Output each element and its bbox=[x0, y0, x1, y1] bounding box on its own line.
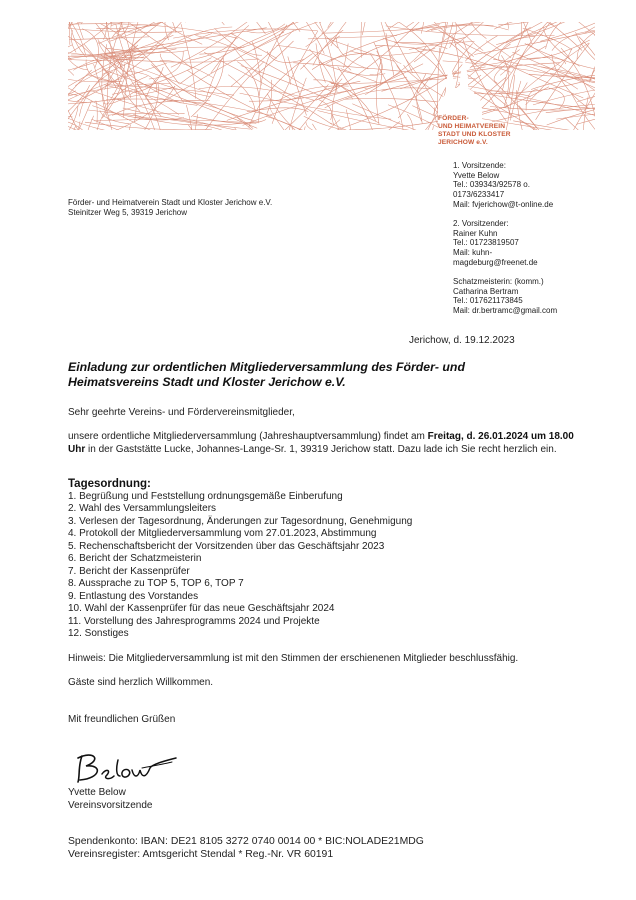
salutation: Sehr geehrte Vereins- und Fördervereinsmitglieder, bbox=[68, 407, 295, 418]
chair2-role: 2. Vorsitzender: bbox=[453, 219, 509, 229]
quorum-note: Hinweis: Die Mitgliederversammlung ist mit den Stimmen der erschienenen Mitglieder beschlussfähig. bbox=[68, 653, 519, 664]
agenda-item: 5. Rechenschaftsbericht der Vorsitzenden über das Geschäftsjahr 2023 bbox=[68, 540, 385, 552]
chair1-name: Yvette Below bbox=[453, 170, 500, 180]
banner-line bbox=[467, 22, 487, 39]
agenda-heading: Tagesordnung: bbox=[68, 478, 151, 490]
letter-title bbox=[68, 360, 588, 390]
banner-line bbox=[240, 93, 392, 119]
agenda-item: 10. Wahl der Kassenprüfer für das neue Geschäftsjahr 2024 bbox=[68, 603, 335, 615]
banner-line bbox=[486, 41, 511, 58]
banner-line bbox=[403, 114, 413, 130]
chair2-phone: Tel.: 01723819507 bbox=[453, 238, 519, 248]
chair1-contact bbox=[453, 161, 603, 210]
title-line-2: Heimatsvereins Stadt und Kloster Jerichow e.V. bbox=[68, 375, 346, 389]
banner-line bbox=[322, 22, 484, 33]
banner-line bbox=[160, 60, 214, 77]
agenda-list bbox=[68, 491, 412, 640]
banner-line bbox=[108, 85, 234, 95]
banner-line bbox=[313, 22, 338, 48]
logo-line: UND HEIMATVEREIN bbox=[438, 123, 506, 130]
meeting-datetime: Freitag, d. 26.01.2024 um 18.00 Uhr bbox=[68, 431, 574, 455]
banner-texture bbox=[68, 22, 595, 130]
banner-line bbox=[306, 22, 338, 92]
chair2-email-2: magdeburg@freenet.de bbox=[453, 257, 538, 267]
treasurer-role: Schatzmeisterin: (komm.) bbox=[453, 277, 544, 287]
banner-line bbox=[494, 22, 571, 29]
agenda-item: 8. Aussprache zu TOP 5, TOP 6, TOP 7 bbox=[68, 578, 244, 590]
agenda-item: 3. Verlesen der Tagesordnung, Änderungen zur Tagesordnung, Genehmigung bbox=[68, 515, 413, 527]
banner-line bbox=[544, 27, 580, 66]
banner-line bbox=[243, 85, 372, 125]
banner-line bbox=[68, 22, 136, 45]
closing-greeting: Mit freundlichen Grüßen bbox=[68, 714, 176, 725]
organization-logo-text bbox=[438, 115, 588, 147]
intro-paragraph bbox=[68, 431, 583, 456]
header-banner bbox=[68, 22, 595, 130]
title-line-1: Einladung zur ordentlichen Mitgliederversammlung des Förder- und bbox=[68, 360, 465, 374]
banner-line bbox=[320, 22, 340, 23]
treasurer-phone: Tel.: 017621173845 bbox=[453, 296, 523, 306]
banner-line bbox=[390, 55, 423, 123]
banner-line bbox=[185, 105, 194, 130]
letter-footer bbox=[68, 836, 424, 862]
signer-name: Yvette Below bbox=[68, 787, 126, 798]
treasurer-contact bbox=[453, 277, 603, 316]
banner-line bbox=[306, 22, 345, 47]
agenda-item: 9. Entlastung des Vorstandes bbox=[68, 590, 199, 602]
letter-date: Jerichow, d. 19.12.2023 bbox=[409, 335, 515, 346]
treasurer-email: Mail: dr.bertramc@gmail.com bbox=[453, 306, 558, 316]
banner-line bbox=[334, 122, 400, 131]
agenda-item: 7. Bericht der Kassenprüfer bbox=[68, 565, 190, 577]
agenda-item: 6. Bericht der Schatzmeisterin bbox=[68, 553, 202, 565]
banner-line bbox=[110, 22, 249, 23]
chair1-role: 1. Vorsitzende: bbox=[453, 161, 506, 170]
guests-note: Gäste sind herzlich Willkommen. bbox=[68, 677, 214, 688]
register-details: Vereinsregister: Amtsgericht Stendal * Reg.-Nr. VR 60191 bbox=[68, 848, 334, 860]
banner-line bbox=[341, 69, 377, 82]
banner-line bbox=[199, 22, 294, 54]
agenda-item: 4. Protokoll der Mitgliederversammlung vom 27.01.2023, Abstimmung bbox=[68, 528, 377, 540]
logo-line: FÖRDER- bbox=[438, 115, 469, 122]
chair2-email: Mail: kuhn- bbox=[453, 248, 493, 258]
chair1-email: Mail: fvjerichow@t-online.de bbox=[453, 199, 554, 209]
banner-line bbox=[94, 76, 147, 130]
banner-line bbox=[277, 45, 352, 70]
agenda-item: 2. Wahl des Versammlungsleiters bbox=[68, 503, 217, 515]
treasurer-name: Catharina Bertram bbox=[453, 286, 519, 296]
banner-line bbox=[196, 35, 305, 85]
logo-line: STADT UND KLOSTER bbox=[438, 131, 511, 138]
signer-role: Vereinsvorsitzende bbox=[68, 800, 153, 811]
agenda-item: 11. Vorstellung des Jahresprogramms 2024 und Projekte bbox=[68, 615, 320, 627]
agenda-item: 1. Begrüßung und Feststellung ordnungsgemäße Einberufung bbox=[68, 491, 343, 502]
banner-line bbox=[111, 22, 223, 26]
banner-line bbox=[413, 22, 424, 34]
banner-line bbox=[68, 22, 74, 75]
sender-line-1: Förder- und Heimatverein Stadt und Kloster Jerichow e.V. bbox=[68, 198, 273, 207]
banner-line bbox=[545, 22, 595, 72]
banner-line bbox=[269, 79, 342, 130]
intro-text-2: in der Gaststätte Lucke, Johannes-Lange-Sr. 1, 39319 Jerichow statt. Dazu lade ich Sie recht herzlich ein. bbox=[85, 443, 557, 455]
banner-line bbox=[228, 75, 255, 110]
banner-line bbox=[471, 46, 546, 67]
intro-text-1: unsere ordentliche Mitgliederversammlung (Jahreshauptversammlung) findet am bbox=[68, 431, 428, 442]
bank-details: Spendenkonto: IBAN: DE21 8105 3272 0740 0014 00 * BIC:NOLADE21MDG bbox=[68, 836, 424, 847]
banner-line bbox=[75, 44, 163, 86]
chair2-name: Rainer Kuhn bbox=[453, 228, 498, 238]
banner-line bbox=[304, 116, 411, 130]
sender-address bbox=[68, 198, 272, 218]
sender-line-2: Steinitzer Weg 5, 39319 Jerichow bbox=[68, 208, 188, 217]
banner-line bbox=[431, 22, 483, 51]
logo-line: JERICHOW e.V. bbox=[438, 139, 488, 146]
chair1-phone: Tel.: 039343/92578 o. bbox=[453, 180, 530, 190]
banner-line bbox=[309, 49, 336, 87]
handwritten-signature bbox=[72, 746, 182, 788]
chair1-phone-2: 0173/6233417 bbox=[453, 190, 505, 200]
banner-line bbox=[350, 49, 435, 56]
banner-line bbox=[576, 32, 596, 78]
agenda-item: 12. Sonstiges bbox=[68, 627, 129, 639]
banner-line bbox=[88, 110, 141, 117]
banner-line bbox=[531, 71, 595, 89]
banner-line bbox=[168, 22, 224, 25]
chair2-contact bbox=[453, 219, 603, 268]
banner-line bbox=[594, 35, 595, 94]
banner-line bbox=[325, 38, 395, 62]
board-contacts bbox=[453, 161, 603, 325]
